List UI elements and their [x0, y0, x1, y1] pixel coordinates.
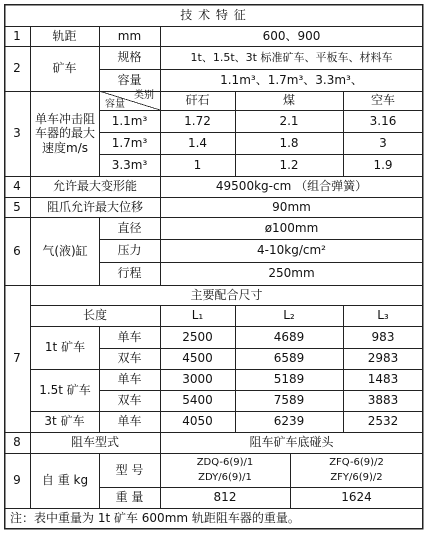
row-number: 9 [13, 473, 21, 488]
row-number: 5 [13, 199, 21, 214]
speed-capacity: 1.7m³ [111, 135, 148, 150]
cylinder-param-label: 直径 [117, 220, 142, 235]
dim-cell: 7589 [273, 393, 305, 408]
cylinder-param-label: 行程 [117, 266, 142, 281]
cart-group-label: 1t 矿车 [44, 340, 86, 355]
col-header-gangue: 矸石 [185, 93, 210, 108]
row-number: 6 [13, 243, 21, 258]
self-weight-label: 自 重 kg [41, 473, 89, 488]
dim-cell: 2500 [182, 329, 213, 344]
model-code: ZDY/6(9)/1 [198, 471, 252, 483]
cart-config: 单车 [117, 414, 142, 429]
speed-cell: 1.72 [184, 113, 211, 128]
col-header-empty: 空车 [370, 93, 395, 108]
dimensions-header: 主要配合尺寸 [190, 287, 263, 302]
col-header-coal: 煤 [282, 93, 295, 108]
col-header-l1: L₁ [191, 308, 204, 323]
length-label: 长度 [82, 308, 107, 323]
dim-cell: 4050 [182, 414, 213, 429]
dim-cell: 3883 [367, 393, 399, 408]
deformation-energy-value: 49500kg-cm （组合弹簧） [215, 179, 368, 194]
cart-label: 矿车 [52, 61, 77, 76]
capacity-label: 容量 [117, 72, 142, 87]
row-number: 1 [13, 28, 21, 43]
row-number: 8 [13, 435, 21, 450]
stop-type-value: 阻车矿车底碰头 [249, 435, 334, 450]
speed-cell: 1.4 [187, 135, 208, 150]
dim-cell: 4689 [273, 329, 305, 344]
cylinder-param-value: 250mm [268, 266, 315, 281]
speed-cell: 1.9 [373, 157, 393, 172]
model-code: ZFQ-6(9)/2 [329, 456, 384, 468]
speed-capacity: 1.1m³ [111, 113, 148, 128]
cart-config: 单车 [117, 329, 142, 344]
model-code: ZDQ-6(9)/1 [196, 456, 254, 468]
weight-value: 1624 [341, 490, 372, 505]
speed-cell: 1.8 [279, 135, 299, 150]
gauge-unit: mm [117, 28, 142, 43]
cart-group-label: 3t 矿车 [44, 414, 85, 429]
cart-config: 双车 [117, 351, 142, 366]
diag-header-capacity: 容量 [105, 99, 125, 110]
sheet-title: 技 术 特 征 [180, 8, 247, 23]
max-speed-label: 单车冲击阻车器的最大速度m/s [34, 111, 95, 155]
dim-cell: 6239 [273, 414, 305, 429]
cylinder-param-label: 压力 [117, 243, 142, 258]
cylinder-label: 气(液)缸 [42, 243, 88, 258]
dim-cell: 3000 [182, 372, 213, 387]
deformation-energy-label: 允许最大变形能 [52, 179, 137, 194]
cylinder-param-value: 4-10kg/cm² [257, 243, 326, 258]
row-number: 2 [13, 61, 21, 76]
displacement-label: 阻爪允许最大位移 [46, 199, 143, 214]
speed-cell: 3.16 [369, 113, 397, 128]
cart-config: 单车 [117, 372, 142, 387]
dim-cell: 1483 [367, 372, 399, 387]
diag-header-category: 类别 [134, 90, 154, 101]
dim-cell: 2983 [367, 351, 399, 366]
row-number: 4 [13, 179, 21, 194]
cart-config: 双车 [117, 393, 142, 408]
cylinder-param-value: ø100mm [264, 220, 319, 235]
weight-label: 重 量 [115, 490, 144, 505]
model-code: ZFY/6(9)/2 [330, 471, 383, 483]
dim-cell: 4500 [182, 351, 213, 366]
model-label: 型 号 [115, 462, 144, 477]
dim-cell: 2532 [367, 414, 399, 429]
capacity-value: 1.1m³、1.7m³、3.3m³、 [220, 72, 363, 87]
dim-cell: 5400 [182, 393, 213, 408]
gauge-label: 轨距 [52, 28, 77, 43]
displacement-value: 90mm [272, 199, 311, 214]
dim-cell: 5189 [273, 372, 305, 387]
dim-cell: 983 [371, 329, 395, 344]
col-header-l3: L₃ [377, 308, 389, 323]
row-number: 7 [13, 351, 21, 366]
speed-cell: 1 [193, 157, 202, 172]
stop-type-label: 阻车型式 [70, 435, 119, 450]
gauge-value: 600、900 [262, 28, 321, 43]
spec-label: 规格 [117, 50, 142, 65]
speed-capacity: 3.3m³ [111, 157, 148, 172]
dim-cell: 6589 [273, 351, 305, 366]
col-header-l2: L₂ [283, 308, 295, 323]
speed-cell: 1.2 [279, 157, 299, 172]
row-number: 3 [13, 126, 21, 141]
spec-value: 1t、1.5t、3t 标准矿车、平板车、材料车 [190, 50, 393, 64]
weight-value: 812 [213, 490, 237, 505]
cart-group-label: 1.5t 矿车 [39, 382, 91, 397]
speed-cell: 2.1 [279, 113, 299, 128]
speed-cell: 3 [379, 135, 387, 150]
footnote: 注：表中重量为 1t 矿车 600mm 轨距阻车器的重量。 [10, 511, 300, 526]
